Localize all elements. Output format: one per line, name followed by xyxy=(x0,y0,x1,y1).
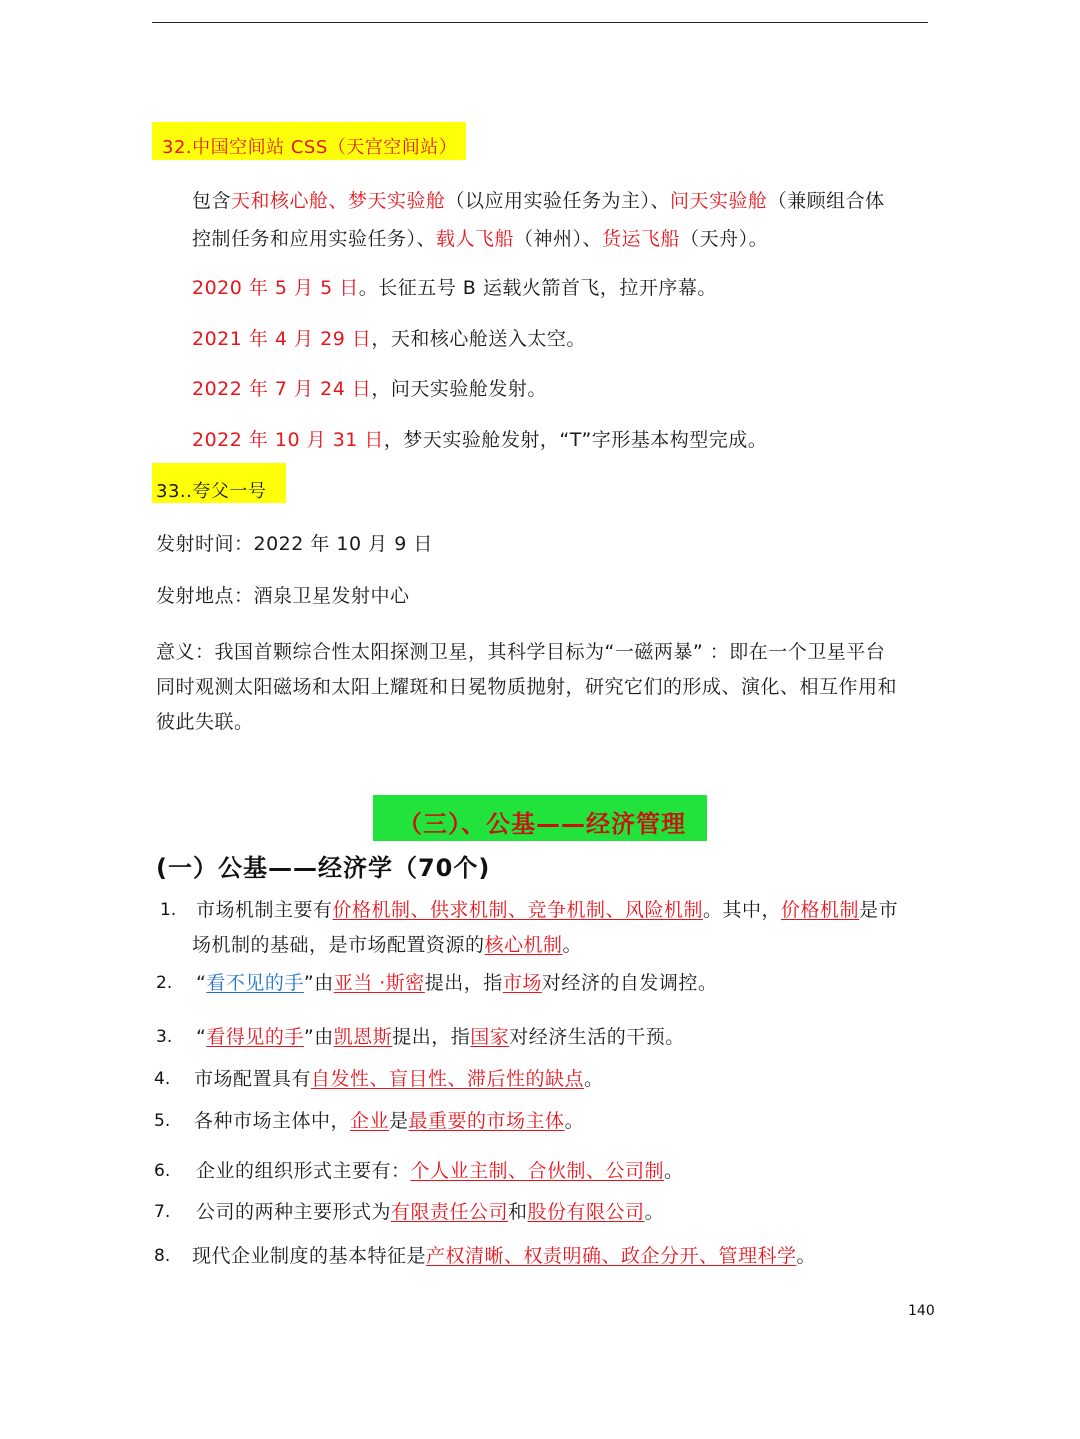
item-2: “看不见的手”由亚当 ·斯密提出，指市场对经济的自发调控。 xyxy=(196,972,718,994)
item-1-line-2: 场机制的基础，是市场配置资源的核心机制。 xyxy=(192,934,583,956)
item-number: 7. xyxy=(154,1202,171,1222)
launch-site: 发射地点：酒泉卫星发射中心 xyxy=(156,585,410,607)
s32-paragraph-line-1: 包含天和核心舱、梦天实验舱（以应用实验任务为主）、问天实验舱（兼顾组合体 xyxy=(192,190,885,212)
item-5: 各种市场主体中，企业是最重要的市场主体。 xyxy=(194,1110,585,1132)
item-1-line-1: 市场机制主要有价格机制、供求机制、竞争机制、风险机制。其中，价格机制是市 xyxy=(196,899,899,921)
item-number: 4. xyxy=(154,1069,171,1089)
heading-33: 33..夸父一号 xyxy=(156,481,267,502)
meaning-line-2: 同时观测太阳磁场和太阳上耀斑和日冕物质抛射，研究它们的形成、演化、相互作用和 xyxy=(156,676,898,698)
item-number: 3. xyxy=(156,1027,173,1047)
s32-date-1: 2020 年 5 月 5 日。长征五号 B 运载火箭首飞，拉开序幕。 xyxy=(192,277,717,299)
section-subtitle: (一）公基——经济学（70个) xyxy=(156,854,491,882)
item-number: 6. xyxy=(154,1161,171,1181)
item-8: 现代企业制度的基本特征是产权清晰、权责明确、政企分开、管理科学。 xyxy=(192,1245,817,1267)
s32-date-3: 2022 年 7 月 24 日，问天实验舱发射。 xyxy=(192,378,547,400)
launch-time: 发射时间：2022 年 10 月 9 日 xyxy=(156,533,433,555)
heading-32: 32.中国空间站 CSS（天宫空间站） xyxy=(162,137,458,158)
page-number: 140 xyxy=(908,1303,935,1319)
item-7: 公司的两种主要形式为有限责任公司和股份有限公司。 xyxy=(196,1201,665,1223)
meaning-line-1: 意义：我国首颗综合性太阳探测卫星，其科学目标为“一磁两暴” ：即在一个卫星平台 xyxy=(156,641,886,663)
item-number: 1. xyxy=(160,900,177,920)
item-4: 市场配置具有自发性、盲目性、滞后性的缺点。 xyxy=(194,1068,604,1090)
item-number: 8. xyxy=(154,1246,171,1266)
item-6: 企业的组织形式主要有：个人业主制、合伙制、公司制。 xyxy=(196,1160,684,1182)
s32-date-4: 2022 年 10 月 31 日，梦天实验舱发射，“T”字形基本构型完成。 xyxy=(192,429,768,451)
section-title: （三）、公基——经济管理 xyxy=(398,810,686,838)
item-number: 2. xyxy=(156,973,173,993)
s32-paragraph-line-2: 控制任务和应用实验任务）、载人飞船（神州）、货运飞船（天舟）。 xyxy=(192,228,769,250)
top-rule xyxy=(152,22,928,23)
item-3: “看得见的手”由凯恩斯提出，指国家对经济生活的干预。 xyxy=(196,1026,685,1048)
meaning-line-3: 彼此失联。 xyxy=(156,711,254,733)
item-number: 5. xyxy=(154,1111,171,1131)
s32-date-2: 2021 年 4 月 29 日，天和核心舱送入太空。 xyxy=(192,328,586,350)
